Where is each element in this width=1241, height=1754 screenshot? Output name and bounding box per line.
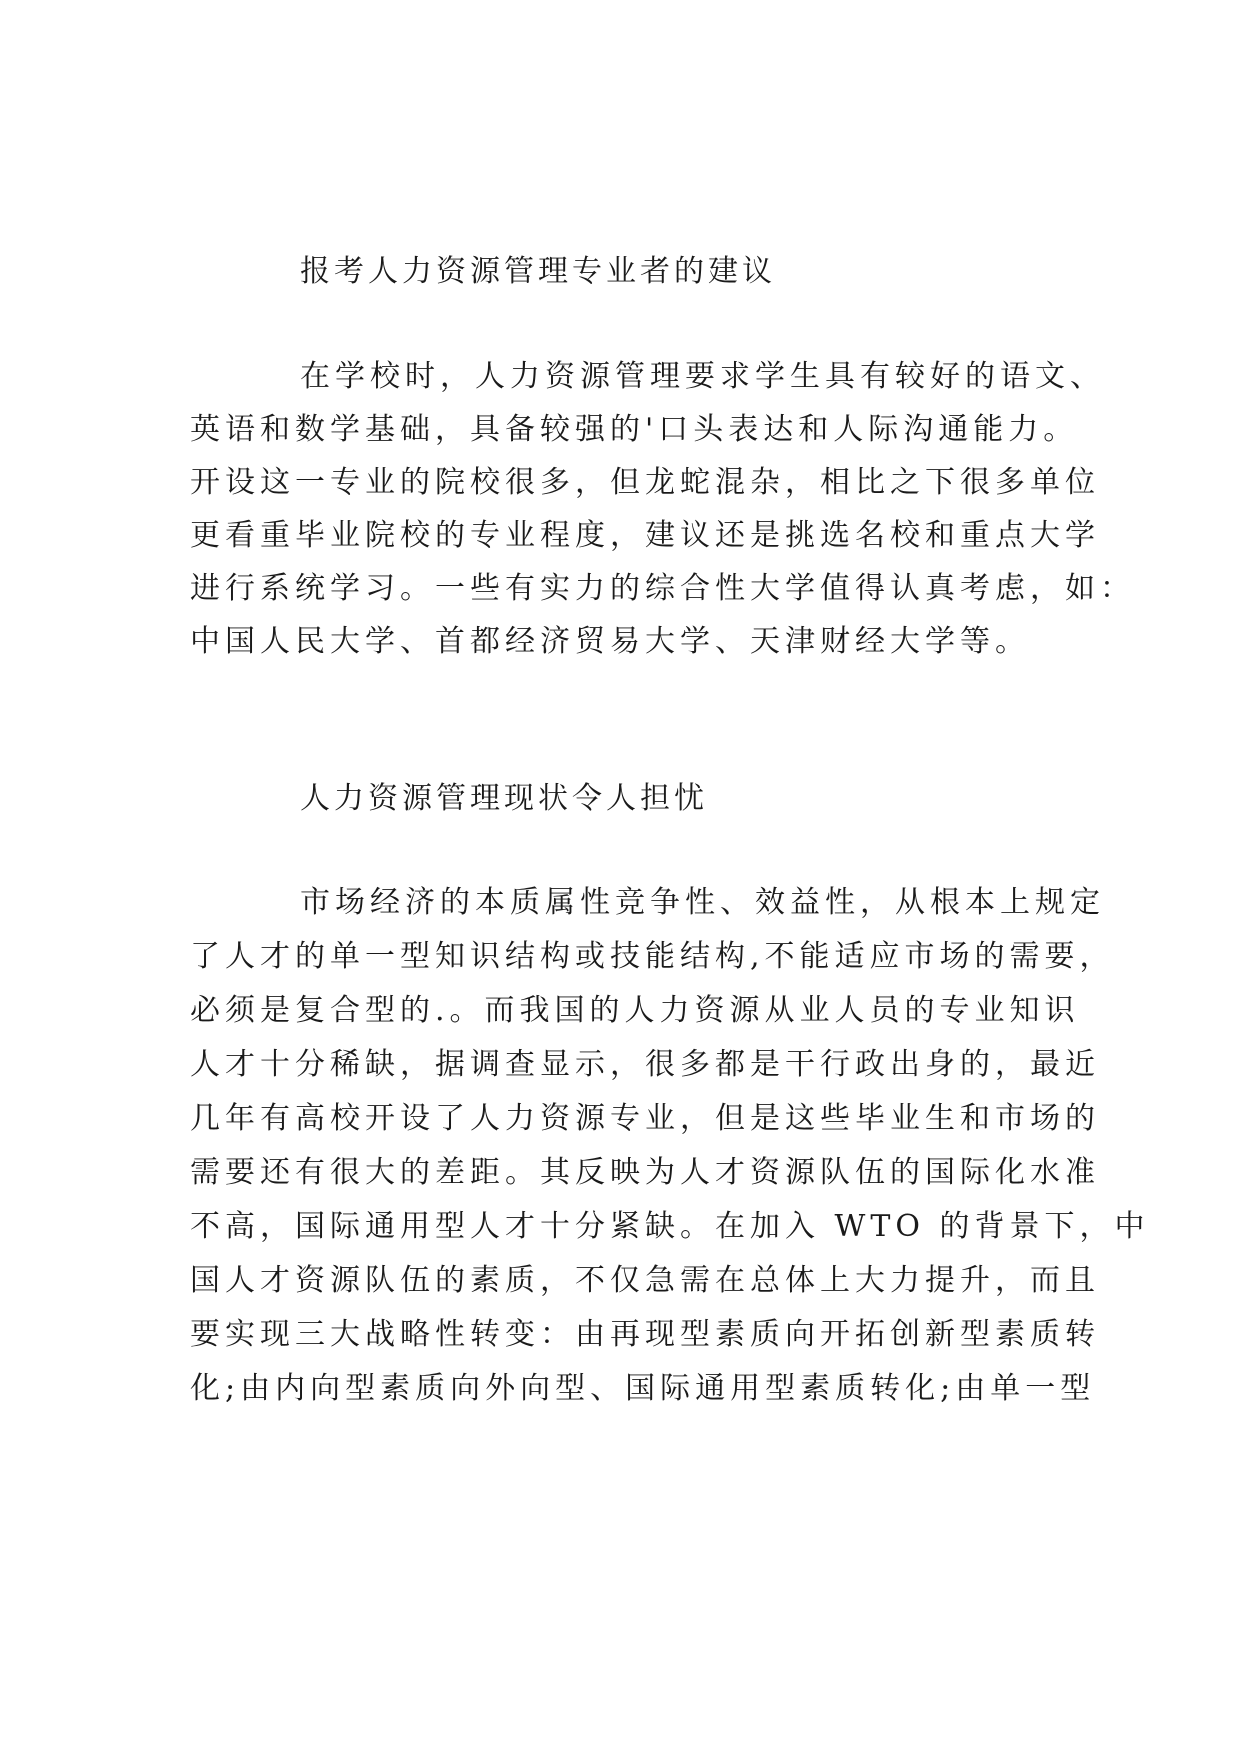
paragraph-line: 在学校时，人力资源管理要求学生具有较好的语文、 bbox=[300, 359, 1105, 394]
paragraph-line: 中国人民大学、首都经济贸易大学、天津财经大学等。 bbox=[190, 624, 1030, 659]
paragraph-line: 需要还有很大的差距。其反映为人才资源队伍的国际化水准 bbox=[190, 1155, 1100, 1190]
paragraph-line: 更看重毕业院校的专业程度，建议还是挑选名校和重点大学 bbox=[190, 518, 1100, 553]
paragraph-line: 进行系统学习。一些有实力的综合性大学值得认真考虑，如： bbox=[190, 571, 1135, 606]
paragraph-line: 了人才的单一型知识结构或技能结构,不能适应市场的需要， bbox=[190, 939, 1115, 974]
paragraph-line: 几年有高校开设了人力资源专业，但是这些毕业生和市场的 bbox=[190, 1101, 1100, 1136]
section-1-title: 报考人力资源管理专业者的建议 bbox=[300, 254, 776, 289]
section-2-title: 人力资源管理现状令人担忧 bbox=[300, 781, 708, 816]
paragraph-line: 市场经济的本质属性竞争性、效益性，从根本上规定 bbox=[300, 885, 1105, 920]
paragraph-line: 必须是复合型的.。而我国的人力资源从业人员的专业知识 bbox=[190, 993, 1080, 1028]
paragraph-line: 英语和数学基础，具备较强的'口头表达和人际沟通能力。 bbox=[190, 412, 1079, 447]
paragraph-line: 人才十分稀缺，据调查显示，很多都是干行政出身的，最近 bbox=[190, 1047, 1100, 1082]
paragraph-line: 要实现三大战略性转变：由再现型素质向开拓创新型素质转 bbox=[190, 1317, 1100, 1352]
paragraph-line: 国人才资源队伍的素质，不仅急需在总体上大力提升，而且 bbox=[190, 1263, 1100, 1298]
paragraph-line: 化;由内向型素质向外向型、国际通用型素质转化;由单一型 bbox=[190, 1371, 1096, 1406]
paragraph-line: 开设这一专业的院校很多，但龙蛇混杂，相比之下很多单位 bbox=[190, 465, 1100, 500]
paragraph-line: 不高，国际通用型人才十分紧缺。在加入 WTO 的背景下，中 bbox=[190, 1209, 1150, 1244]
